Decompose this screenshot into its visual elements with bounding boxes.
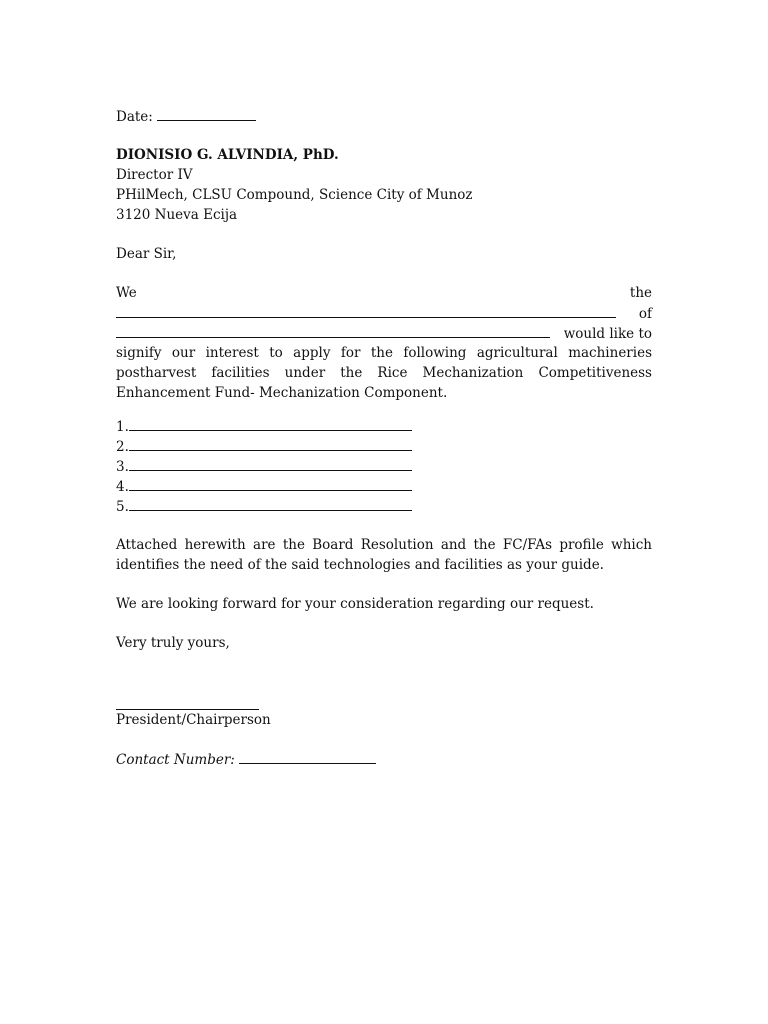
- organization-location-blank[interactable]: [116, 323, 550, 338]
- machinery-blank-1[interactable]: [129, 416, 412, 431]
- recipient-name: DIONISIO G. ALVINDIA, PhD.: [116, 147, 339, 163]
- body-line-1: [116, 283, 652, 303]
- machinery-blank-3[interactable]: [129, 456, 412, 471]
- item-number: 3.: [116, 459, 129, 475]
- closing-paragraph: We are looking forward for your consideration regarding our request.: [116, 596, 594, 612]
- contact-line: [116, 749, 652, 769]
- recipient-office: PHilMech, CLSU Compound, Science City of Munoz: [116, 187, 473, 203]
- recipient-position: Director IV: [116, 167, 193, 183]
- machinery-blank-4[interactable]: [129, 476, 412, 491]
- body-we: We: [116, 285, 137, 301]
- machinery-item-3: [116, 456, 652, 476]
- body-of: of: [638, 306, 652, 322]
- item-number: 5.: [116, 499, 129, 515]
- body-line-3: [116, 323, 652, 343]
- body-paragraph: signify our interest to apply for the following agricultural machineries postharvest facilities under the Rice Mechanization Competitiveness Enhancement Fund- Mechanization Component.: [116, 345, 652, 401]
- machinery-item-2: [116, 436, 652, 456]
- date-label: Date:: [116, 109, 153, 125]
- organization-name-blank[interactable]: [116, 303, 616, 318]
- date-blank[interactable]: [157, 106, 256, 121]
- contact-number-blank[interactable]: [239, 749, 376, 764]
- item-number: 4.: [116, 479, 129, 495]
- machinery-blank-2[interactable]: [129, 436, 412, 451]
- machinery-item-4: [116, 476, 652, 496]
- letter-page: [116, 106, 652, 769]
- contact-label: Contact Number:: [116, 752, 235, 768]
- item-number: 1.: [116, 419, 129, 435]
- valediction: Very truly yours,: [116, 635, 230, 651]
- machinery-blank-5[interactable]: [129, 496, 412, 511]
- signatory-title: President/Chairperson: [116, 712, 271, 728]
- body-would-like-to: would like to: [563, 326, 652, 342]
- salutation: Dear Sir,: [116, 246, 177, 262]
- item-number: 2.: [116, 439, 129, 455]
- signature-line[interactable]: [116, 691, 259, 710]
- recipient-address: 3120 Nueva Ecija: [116, 207, 238, 223]
- attached-paragraph: Attached herewith are the Board Resolution and the FC/FAs profile which identifies the need of the said technologies and facilities as your guide.: [116, 537, 652, 573]
- body-line-2: [116, 303, 652, 323]
- machinery-item-5: [116, 496, 652, 516]
- date-line: [116, 106, 652, 126]
- body-the: the: [629, 285, 652, 301]
- machinery-item-1: [116, 416, 652, 436]
